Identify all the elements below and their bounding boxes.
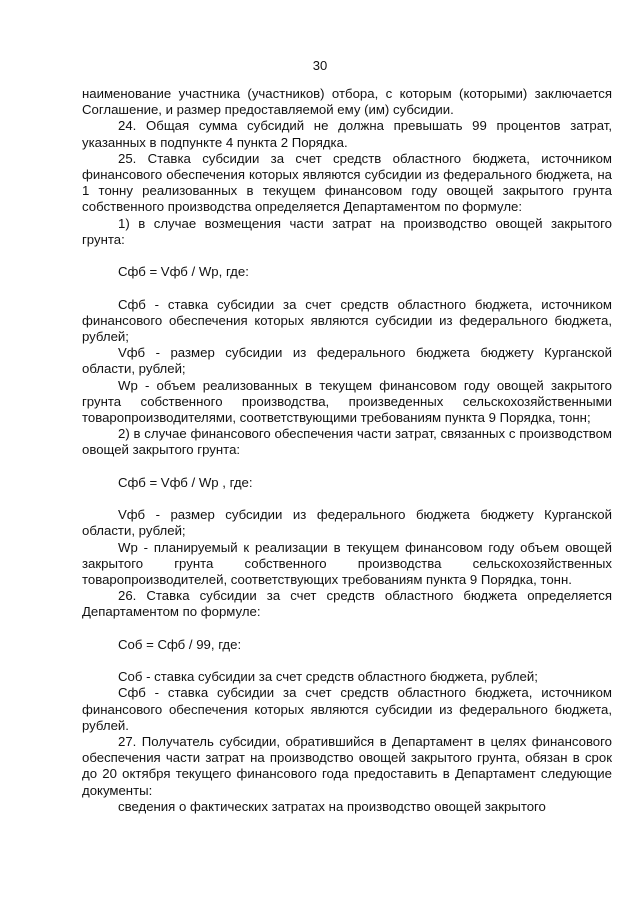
paragraph-25: 25. Ставка субсидии за счет средств областного бюджета, источником финансового обеспечения которых являются субсидии из федерального бюджета, на 1 тонну реализованных в текущем финансовом году овощей закрытого грунта собственного производства определяется Департаментом по формуле:	[82, 150, 612, 215]
definition-sfb-2: Сфб - ставка субсидии за счет средств областного бюджета, источником финансового обеспечения которых являются субсидии из федерального бюджета, рублей.	[82, 685, 612, 733]
definition-sob: Соб - ставка субсидии за счет средств областного бюджета, рублей;	[118, 669, 538, 685]
definition-vfb-2: Vфб - размер субсидии из федерального бюджета бюджету Курганской области, рублей;	[82, 507, 612, 539]
definition-wp-2: Wp - планируемый к реализации в текущем финансовом году объем овощей закрытого грунта собственного производства сельскохозяйственных товаропроизводителей, соответствующих требованиям пункта 9 Порядка, тонн.	[82, 539, 612, 587]
definition-vfb: Vфб - размер субсидии из федерального бюджета бюджету Курганской области, рублей;	[82, 345, 612, 377]
formula-sob: Соб = Сфб / 99, где:	[118, 636, 242, 652]
paragraph-27: 27. Получатель субсидии, обратившийся в Департамент в целях финансового обеспечения части затрат на производство овощей закрытого грунта, обязан в срок до 20 октября текущего финансового года предоставить в Департамент следующие документы:	[82, 733, 612, 798]
definition-sfb: Сфб - ставка субсидии за счет средств областного бюджета, источником финансового обеспечения которых являются субсидии из федерального бюджета, рублей;	[82, 296, 612, 344]
paragraph-25-item-1: 1) в случае возмещения части затрат на производство овощей закрытого грунта:	[82, 215, 612, 247]
definition-wp: Wp - объем реализованных в текущем финансовом году овощей закрытого грунта собственного производства, произведенных сельскохозяйственными товаропроизводителями, соответствующими требованиям пункта 9 Порядка, тонн;	[82, 377, 612, 426]
formula-sfb-1: Сфб = Vфб / Wp, где:	[118, 264, 249, 280]
document-body	[82, 86, 612, 815]
paragraph-26: 26. Ставка субсидии за счет средств областного бюджета определяется Департаментом по формуле:	[82, 588, 612, 620]
page-number: 30	[312, 58, 328, 73]
paragraph-27-list-start: сведения о фактических затратах на производство овощей закрытого	[118, 798, 546, 814]
paragraph-continuation: наименование участника (участников) отбора, с которым (которыми) заключается Соглашение, и размер предоставляемой ему (им) субсидии.	[82, 86, 612, 118]
formula-sfb-2: Сфб = Vфб / Wp , где:	[118, 474, 253, 490]
paragraph-24: 24. Общая сумма субсидий не должна превышать 99 процентов затрат, указанных в подпункте 4 пункта 2 Порядка.	[82, 118, 612, 150]
paragraph-25-item-2: 2) в случае финансового обеспечения части затрат, связанных с производством овощей закрытого грунта:	[82, 426, 612, 458]
